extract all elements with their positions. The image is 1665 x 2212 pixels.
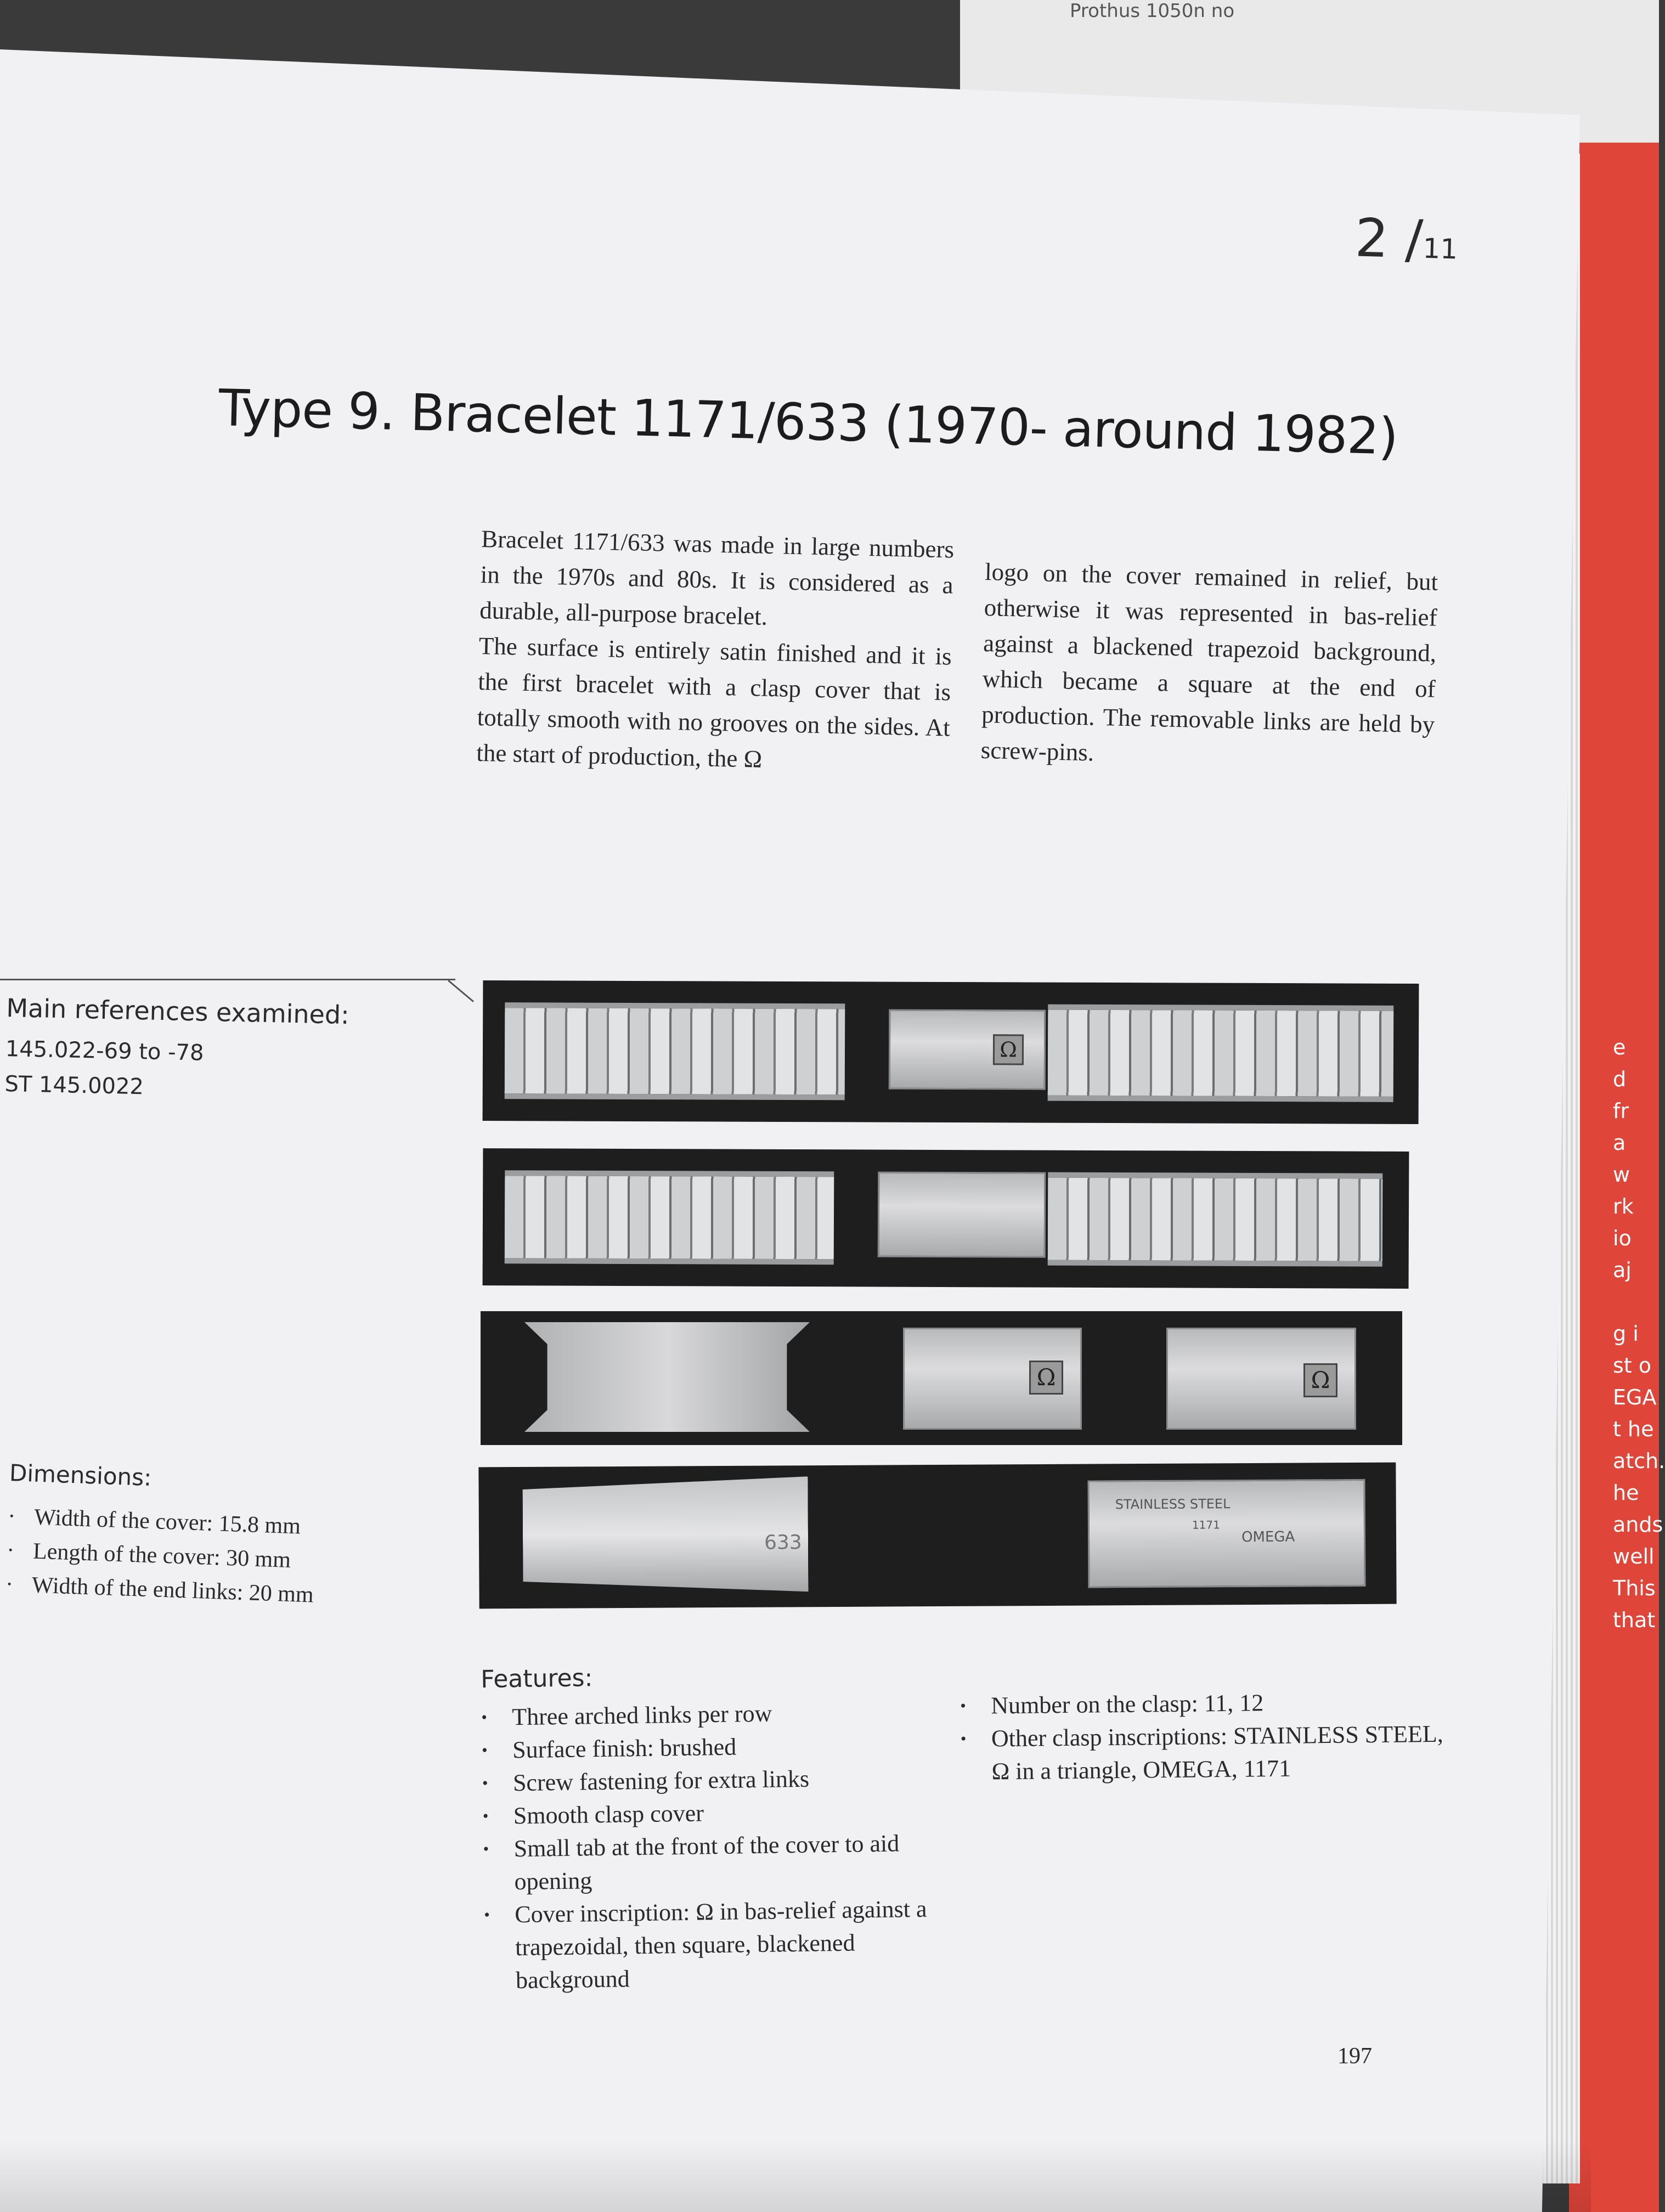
- photo-bracelet-underside: [483, 1148, 1409, 1289]
- dimension-item: · Length of the cover: 30 mm: [6, 1533, 315, 1578]
- bracelet-links-left: [505, 1002, 845, 1100]
- page-title: Type 9. Bracelet 1171/633 (1970- around 1982): [218, 379, 1399, 466]
- omega-logo-icon: Ω: [993, 1034, 1024, 1065]
- page-number: 197: [1337, 2044, 1372, 2069]
- callout-line: [0, 979, 455, 980]
- photo-endlink-and-covers: [481, 1311, 1402, 1445]
- page-shadow: [0, 2140, 1591, 2212]
- features-section-right: [960, 1685, 1444, 1788]
- bracelet-links-left: [505, 1170, 834, 1265]
- reference-item: ST 145.0022: [4, 1071, 144, 1100]
- bracelet-links-right: [1048, 1172, 1383, 1267]
- section-total: 11: [1422, 232, 1458, 266]
- body-paragraph-1: Bracelet 1171/633 was made in large numbers in the 1970s and 80s. It is considered as a durable, all-purpose bracelet.: [479, 524, 955, 630]
- clasp-inscription: STAINLESS STEEL: [1115, 1496, 1231, 1513]
- section-current: 2 /: [1354, 207, 1424, 270]
- adjacent-page-text: e d fr a w rk io aj g i st o EGA t he atch. he ands well This that: [1613, 1035, 1665, 1632]
- feature-item: • Other clasp inscriptions: STAINLESS STEEL, Ω in a triangle, OMEGA, 1171: [961, 1718, 1444, 1788]
- clasp-inscription: 1171: [1192, 1518, 1220, 1532]
- feature-item: • Smooth clasp cover: [482, 1793, 944, 1833]
- clasp-underside: [878, 1172, 1046, 1258]
- features-list-right: [960, 1685, 1444, 1788]
- clasp-inscription: OMEGA: [1241, 1528, 1295, 1546]
- body-column-1: [476, 521, 955, 781]
- reference-item: 145.022-69 to -78: [5, 1036, 204, 1066]
- body-column-2: [980, 554, 1438, 778]
- section-counter: [1354, 207, 1459, 272]
- body-paragraph-3: logo on the cover remained in relief, but otherwise it was represented in bas-relief against a blackened trapezoid background, which became a square at the end of production. The removable links are held by screw-pins.: [980, 557, 1438, 766]
- feature-item: • Cover inscription: Ω in bas-relief against a trapezoidal, then square, blackened background: [484, 1892, 946, 1997]
- features-list-left: [481, 1695, 946, 1997]
- background-sheet-text: Prothus 1050n no: [1070, 0, 1235, 22]
- features-title: Features:: [481, 1664, 593, 1694]
- feature-item: • Small tab at the front of the cover to aid opening: [483, 1826, 945, 1899]
- photo-bracelet-top: [483, 980, 1419, 1124]
- feature-item: • Surface finish: brushed: [482, 1728, 943, 1767]
- feature-item: • Screw fastening for extra links: [482, 1760, 944, 1800]
- feature-item: • Number on the clasp: 11, 12: [960, 1685, 1443, 1723]
- references-title: Main references examined:: [5, 993, 350, 1030]
- omega-logo-icon: Ω: [1303, 1363, 1337, 1397]
- bracelet-links-right: [1048, 1005, 1394, 1102]
- end-link: [524, 1322, 810, 1432]
- features-section: [481, 1659, 946, 1997]
- omega-logo-icon: Ω: [1029, 1361, 1063, 1395]
- clasp-interior: [1087, 1479, 1365, 1588]
- photo-endlink-back-and-clasp: [478, 1463, 1396, 1609]
- dimension-item: · Width of the cover: 15.8 mm: [7, 1499, 317, 1544]
- dimensions-title: Dimensions:: [9, 1459, 153, 1492]
- feature-item: • Three arched links per row: [481, 1695, 942, 1734]
- dimensions-note: [5, 1459, 318, 1612]
- dimension-item: · Width of the end links: 20 mm: [5, 1567, 314, 1612]
- references-note: [4, 993, 349, 1109]
- end-link-number: 633: [764, 1531, 802, 1554]
- body-paragraph-2: The surface is entirely satin finished and it is the first bracelet with a clasp cover that is totally smooth with no grooves on the sides. At the start of production, the Ω: [476, 631, 952, 773]
